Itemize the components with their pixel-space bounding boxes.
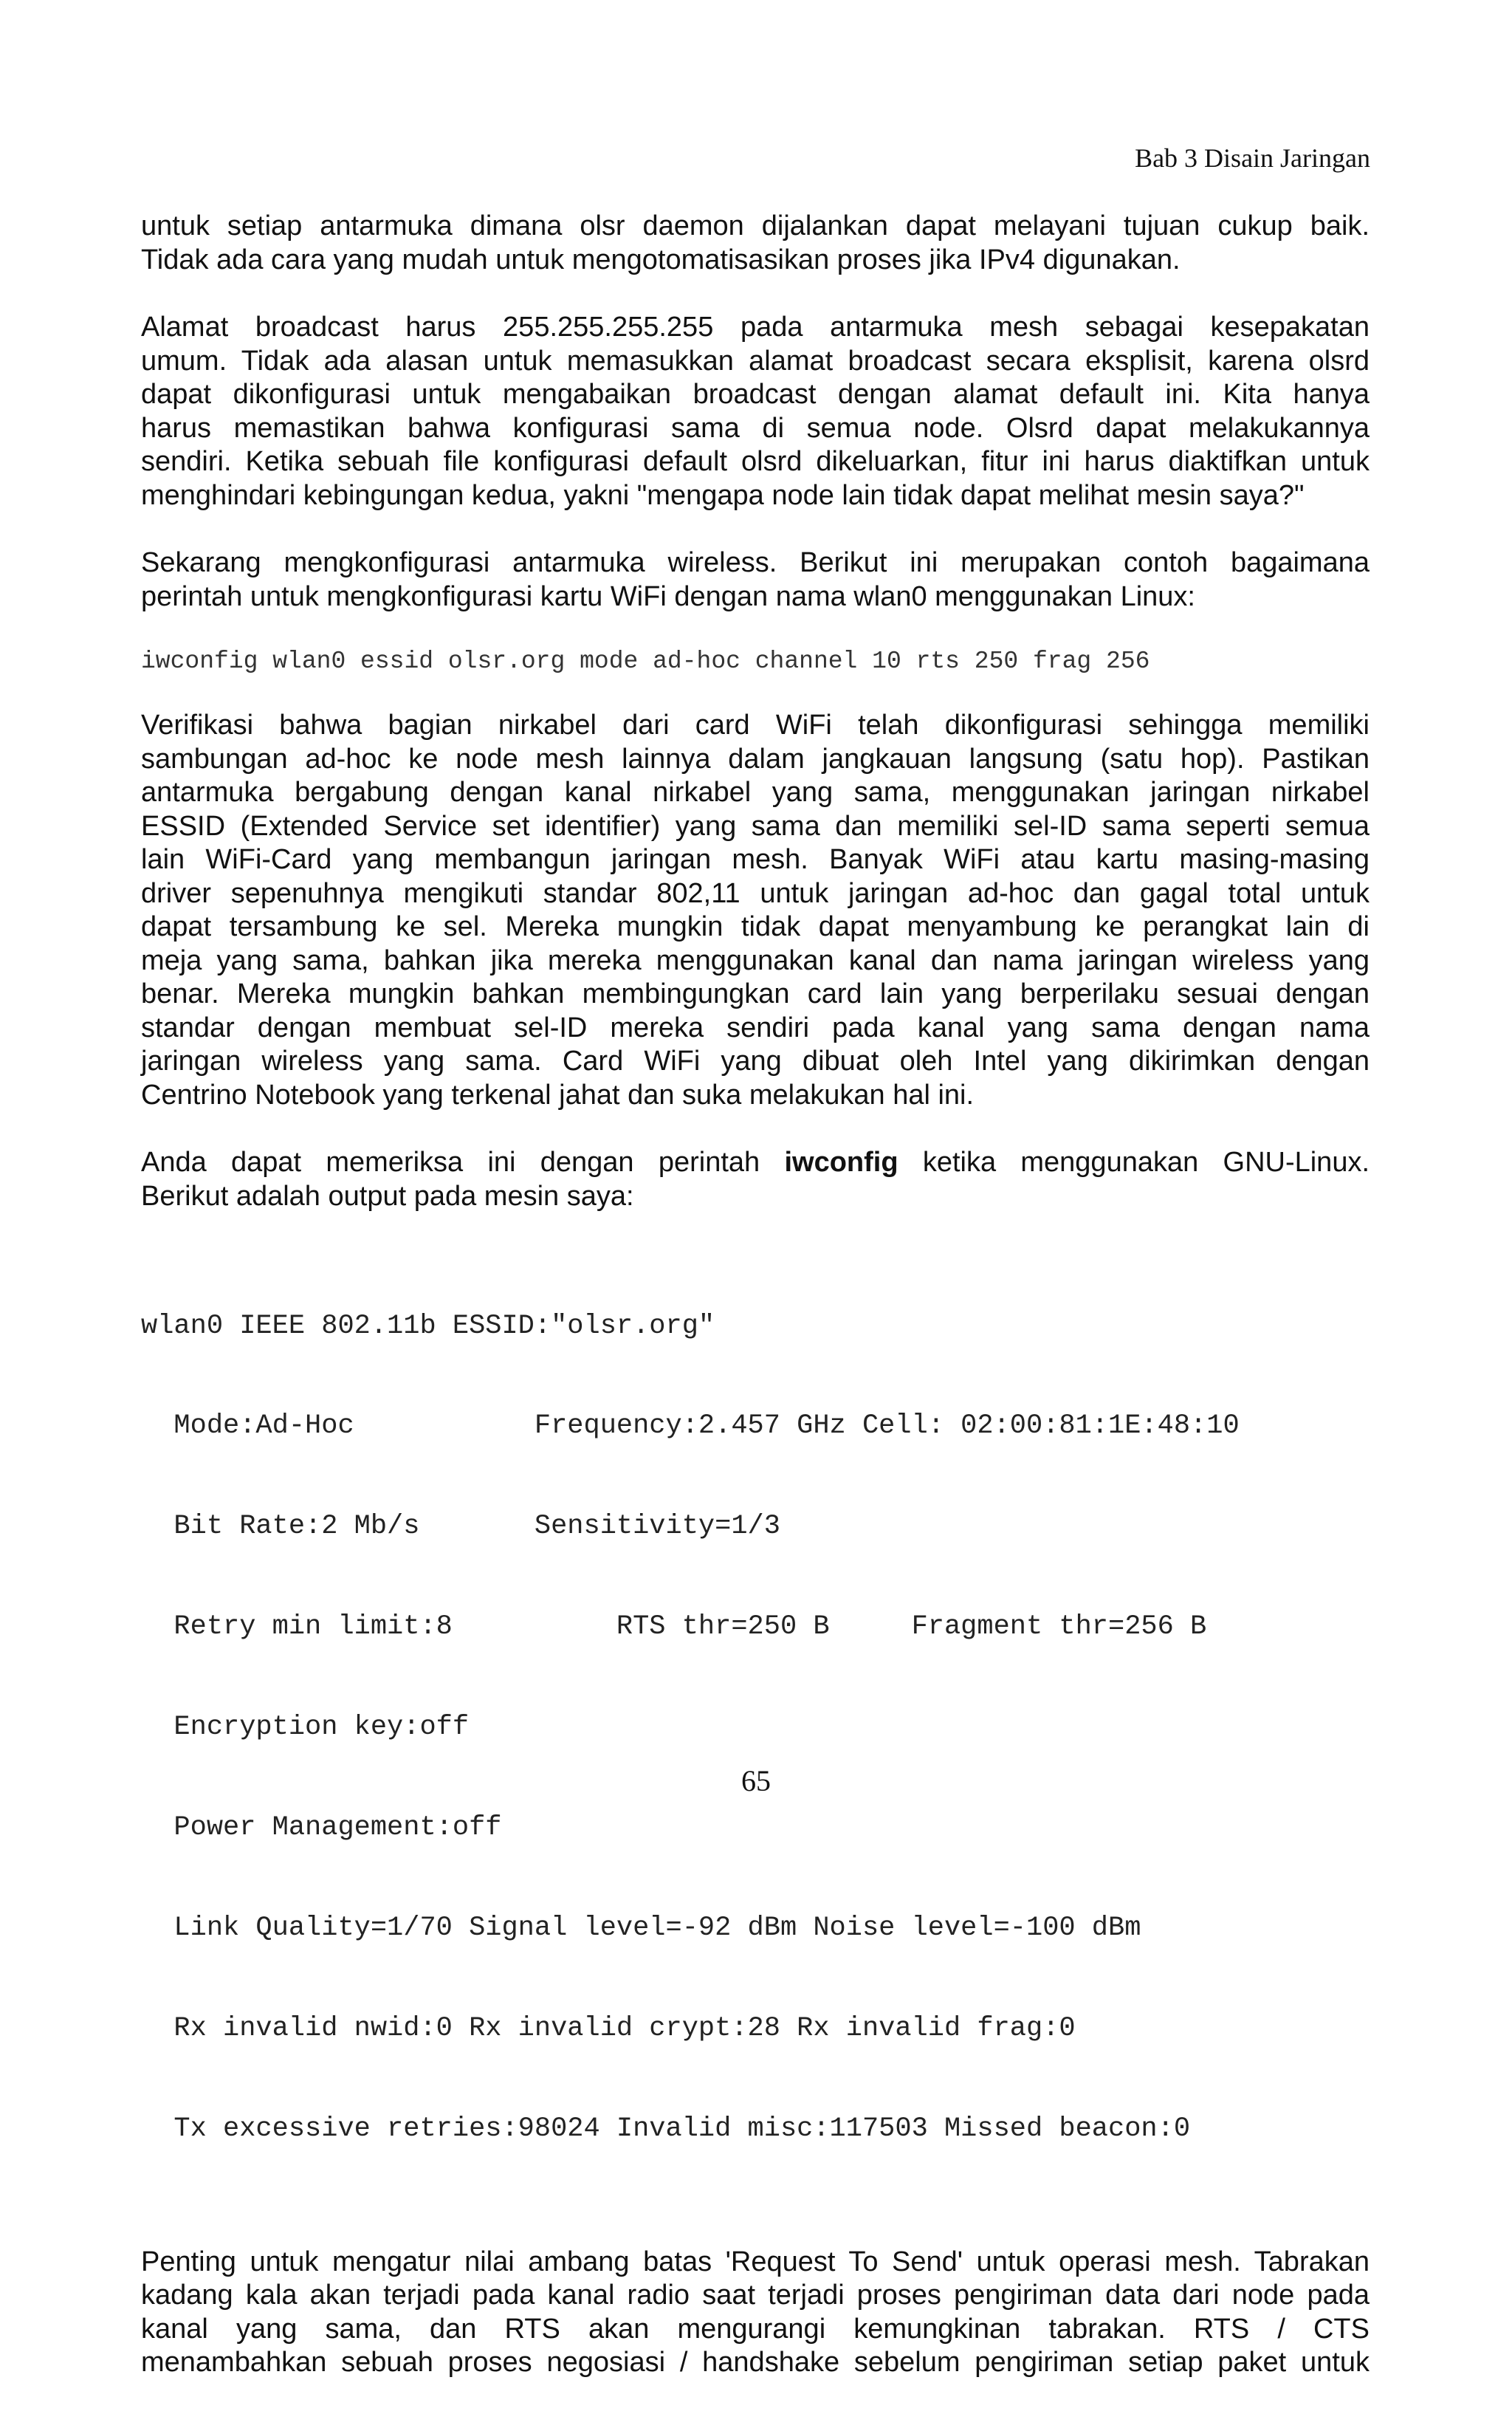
command-name-bold: iwconfig (784, 1147, 898, 1178)
paragraph-6 (141, 2246, 1370, 2380)
text-line: perintah untuk mengkonfigurasi kartu WiFi dengan nama wlan0 menggunakan Linux: (141, 580, 1195, 612)
text-line: sendiri. Ketika sebuah file konfigurasi default olsrd dikeluarkan, fitur ini harus diaktifkan untuk (141, 446, 1370, 477)
text-line: Centrino Notebook yang terkenal jahat dan suka melakukan hal ini. (141, 1079, 975, 1111)
text-line: Verifikasi bahwa bagian nirkabel dari card WiFi telah dikonfigurasi sehingga memiliki (141, 710, 1370, 741)
code-line: Bit Rate:2 Mb/s Sensitivity=1/3 (141, 1511, 780, 1543)
text-line: lain WiFi-Card yang membangun jaringan mesh. Banyak WiFi atau kartu masing-masing (141, 844, 1370, 875)
text-line: kanal yang sama, dan RTS akan mengurangi kemungkinan tabrakan. RTS / CTS (141, 2313, 1370, 2345)
code-line: Tx excessive retries:98024 Invalid misc:117503 Missed beacon:0 (141, 2113, 1191, 2144)
text-line: harus memastikan bahwa konfigurasi sama di semua node. Olsrd dapat melakukannya (141, 412, 1370, 444)
page-body (141, 210, 1370, 2414)
text-run: Anda dapat memeriksa ini dengan perintah (141, 1147, 785, 1178)
text-line: Penting untuk mengatur nilai ambang batas 'Request To Send' untuk operasi mesh. Tabrakan (141, 2246, 1370, 2277)
text-line: ESSID (Extended Service set identifier) yang sama dan memiliki sel-ID sama seperti semua (141, 810, 1370, 842)
text-run: ketika menggunakan GNU-Linux. (898, 1147, 1370, 1178)
page-number: 65 (741, 1764, 771, 1797)
text-line: standar dengan membuat sel-ID mereka sendiri pada kanal yang sama dengan nama (141, 1012, 1370, 1043)
text-line: menghindari kebingungan kedua, yakni "mengapa node lain tidak dapat melihat mesin saya?" (141, 479, 1305, 511)
iwconfig-command-code: iwconfig wlan0 essid olsr.org mode ad-hoc channel 10 rts 250 frag 256 (141, 648, 1150, 675)
code-line: wlan0 IEEE 802.11b ESSID:"olsr.org" (141, 1310, 715, 1342)
paragraph-1 (141, 210, 1370, 277)
paragraph-2 (141, 311, 1370, 512)
text-line: Sekarang mengkonfigurasi antarmuka wireless. Berikut ini merupakan contoh bagaimana (141, 547, 1370, 578)
code-line: Mode:Ad-Hoc Frequency:2.457 GHz Cell: 02:00:81:1E:48:10 (141, 1410, 1240, 1442)
text-line: meja yang sama, bahkan jika mereka menggunakan kanal dan nama jaringan wireless yang (141, 944, 1370, 976)
code-line: Encryption key:off (141, 1712, 470, 1743)
running-header: Bab 3 Disain Jaringan (1135, 143, 1370, 173)
code-line: Link Quality=1/70 Signal level=-92 dBm Noise level=-100 dBm (141, 1912, 1141, 1944)
paragraph-3 (141, 546, 1370, 614)
text-line: antarmuka bergabung dengan kanal nirkabel yang sama, menggunakan jaringan nirkabel (141, 777, 1370, 808)
iwconfig-output-code (141, 1243, 1370, 2213)
text-line (141, 1146, 1370, 1180)
text-line: jaringan wireless yang sama. Card WiFi yang dibuat oleh Intel yang dikirimkan dengan (141, 1046, 1370, 1077)
text-line: Berikut adalah output pada mesin saya: (141, 1180, 634, 1212)
paragraph-5 (141, 1146, 1370, 1213)
text-line: menambahkan sebuah proses negosiasi / handshake sebelum pengiriman setiap paket untuk (141, 2347, 1370, 2379)
text-line: sambungan ad-hoc ke node mesh lainnya dalam jangkauan langsung (satu hop). Pastikan (141, 743, 1370, 775)
code-line: Retry min limit:8 RTS thr=250 B Fragment thr=256 B (141, 1611, 1207, 1643)
text-line: untuk setiap antarmuka dimana olsr daemon dijalankan dapat melayani tujuan cukup baik. (141, 210, 1370, 241)
text-line: Alamat broadcast harus 255.255.255.255 pada antarmuka mesh sebagai kesepakatan (141, 312, 1370, 343)
text-line: umum. Tidak ada alasan untuk memasukkan alamat broadcast secara eksplisit, karena olsrd (141, 345, 1370, 377)
text-line: benar. Mereka mungkin bahkan membingungkan card lain yang berperilaku sesuai dengan (141, 978, 1370, 1009)
paragraph-4 (141, 709, 1370, 1112)
text-line: driver sepenuhnya mengikuti standar 802,11 untuk jaringan ad-hoc dan gagal total untuk (141, 877, 1370, 909)
text-line: Tidak ada cara yang mudah untuk mengotomatisasikan proses jika IPv4 digunakan. (141, 244, 1181, 275)
code-line: Power Management:off (141, 1812, 502, 1844)
text-line: dapat dikonfigurasi untuk mengabaikan broadcast dengan alamat default ini. Kita hanya (141, 379, 1370, 410)
text-line: kadang kala akan terjadi pada kanal radio saat terjadi proses pengiriman data dari node pada (141, 2280, 1370, 2311)
code-line: Rx invalid nwid:0 Rx invalid crypt:28 Rx invalid frag:0 (141, 2012, 1076, 2044)
text-line: dapat tersambung ke sel. Mereka mungkin tidak dapat menyambung ke perangkat lain di (141, 911, 1370, 942)
